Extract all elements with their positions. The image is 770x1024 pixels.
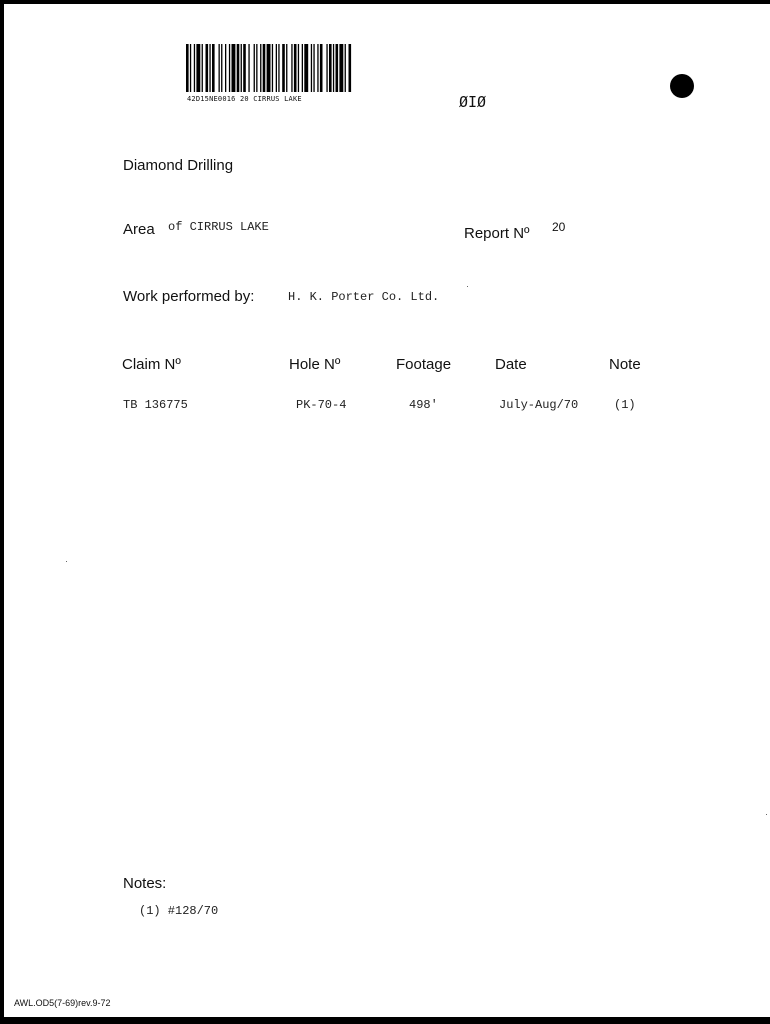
- barcode-bar: [186, 44, 189, 92]
- barcode-bar: [256, 44, 257, 92]
- barcode-bar: [206, 44, 209, 92]
- report-label: Report Nº: [464, 225, 530, 242]
- cell-note: (1): [614, 398, 636, 412]
- barcode-bar: [190, 44, 191, 92]
- cell-date: July-Aug/70: [499, 398, 579, 412]
- barcode-bar: [272, 44, 273, 92]
- barcode-bar: [248, 44, 249, 92]
- scan-border-bottom: [0, 1017, 770, 1024]
- column-header-footage: Footage: [396, 356, 452, 373]
- barcode-bar: [196, 44, 200, 92]
- barcode-bar: [298, 44, 299, 92]
- barcode-bar: [263, 44, 266, 92]
- cell-hole: PK-70-4: [296, 398, 347, 412]
- barcode-bar: [282, 44, 285, 92]
- barcode-bar: [237, 44, 240, 92]
- note-item: (1) #128/70: [139, 904, 219, 918]
- barcode-bar: [336, 44, 339, 92]
- punch-hole: [670, 74, 694, 98]
- barcode-caption: 42D15NE0016 20 CIRRUS LAKE: [187, 95, 302, 103]
- scan-speck: [766, 814, 767, 815]
- barcode-bar: [311, 44, 312, 92]
- barcode-bar: [278, 44, 279, 92]
- barcode-bar: [219, 44, 220, 92]
- barcode-bar: [291, 44, 292, 92]
- notes-label: Notes:: [123, 875, 167, 892]
- column-header-hole: Hole Nº: [289, 356, 341, 373]
- document-code: ØIØ: [459, 93, 487, 111]
- barcode-bar: [302, 44, 303, 92]
- barcode: [186, 44, 404, 92]
- barcode-bar: [320, 44, 323, 92]
- report-number: 20: [552, 220, 566, 234]
- barcode-bar: [286, 44, 287, 92]
- barcode-bar: [243, 44, 246, 92]
- barcode-bar: [349, 44, 352, 92]
- barcode-bar: [333, 44, 334, 92]
- area-label: Area: [123, 221, 155, 238]
- column-header-note: Note: [609, 356, 641, 373]
- scan-border-left: [0, 0, 4, 1024]
- form-title: Diamond Drilling: [123, 157, 234, 174]
- barcode-bar: [229, 44, 230, 92]
- cell-footage: 498': [409, 398, 438, 412]
- barcode-bar: [212, 44, 215, 92]
- barcode-bar: [267, 44, 271, 92]
- barcode-bar: [241, 44, 242, 92]
- scan-speck: [467, 286, 468, 287]
- column-header-claim: Claim Nº: [122, 356, 181, 373]
- scan-border-top: [0, 0, 770, 4]
- barcode-bar: [329, 44, 332, 92]
- barcode-bar: [326, 44, 327, 92]
- cell-claim: TB 136775: [123, 398, 188, 412]
- barcode-bar: [317, 44, 318, 92]
- barcode-bar: [304, 44, 308, 92]
- form-footer-code: AWL.OD5(7-69)rev.9-72: [14, 998, 111, 1008]
- barcode-bar: [345, 44, 346, 92]
- barcode-bar: [276, 44, 277, 92]
- barcode-bar: [313, 44, 314, 92]
- scan-speck: [66, 561, 67, 562]
- work-performed-value: H. K. Porter Co. Ltd.: [288, 290, 440, 304]
- barcode-bar: [194, 44, 195, 92]
- barcode-bar: [221, 44, 222, 92]
- column-header-date: Date: [495, 356, 527, 373]
- barcode-bar: [209, 44, 210, 92]
- barcode-bar: [294, 44, 297, 92]
- barcode-bar: [254, 44, 255, 92]
- area-value: of CIRRUS LAKE: [168, 220, 269, 234]
- barcode-bar: [339, 44, 343, 92]
- barcode-bar: [260, 44, 261, 92]
- barcode-bar: [232, 44, 236, 92]
- barcode-bar: [202, 44, 203, 92]
- work-performed-label: Work performed by:: [123, 288, 255, 305]
- barcode-bar: [225, 44, 226, 92]
